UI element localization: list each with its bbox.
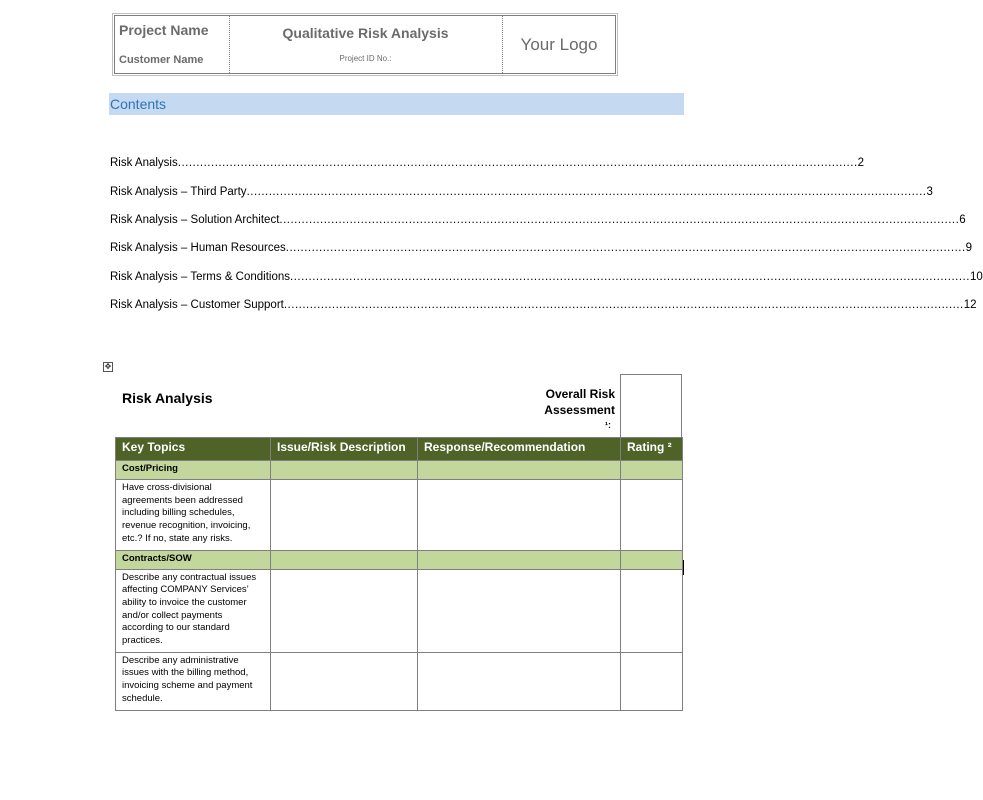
customer-name[interactable]: Customer Name: [119, 54, 204, 66]
response-cell[interactable]: [418, 569, 621, 652]
toc-entry-title: Risk Analysis – Third Party: [110, 186, 247, 198]
section-label[interactable]: Cost/Pricing: [116, 461, 271, 480]
overall-risk-footnote: ¹:: [605, 420, 611, 430]
toc-leader-dots: ........................................................................................................................................................................................: [177, 157, 858, 169]
overall-risk-input[interactable]: [620, 374, 682, 438]
column-header-rating[interactable]: Rating ²: [621, 438, 683, 461]
table-cell[interactable]: [621, 550, 683, 569]
header-right-cell: [503, 16, 615, 73]
table-header-row: [116, 438, 683, 461]
issue-cell[interactable]: [271, 480, 418, 551]
toc-leader-dots: ........................................................................................................................................................................................: [283, 299, 964, 311]
table-cell[interactable]: [418, 461, 621, 480]
toc-entry[interactable]: [110, 153, 865, 169]
toc-entry[interactable]: [110, 238, 973, 254]
logo-placeholder[interactable]: Your Logo: [520, 35, 598, 54]
toc-entry-page: 12: [963, 299, 977, 311]
toc-entry-page: 3: [926, 186, 933, 198]
question-cell[interactable]: Describe any administrative issues with the billing method, invoicing scheme and payment schedule.: [116, 652, 271, 710]
table-cell[interactable]: [271, 461, 418, 480]
project-name[interactable]: Project Name: [119, 22, 209, 38]
question-cell[interactable]: Describe any contractual issues affecting COMPANY Services’ ability to invoice the customer and/or collect payments according to our standard practices.: [116, 569, 271, 652]
toc-leader-dots: ........................................................................................................................................................................................: [279, 214, 960, 226]
risk-analysis-title[interactable]: Risk Analysis: [122, 390, 213, 406]
toc-entry[interactable]: [110, 267, 983, 283]
document-header: [114, 15, 616, 74]
issue-cell[interactable]: [271, 652, 418, 710]
toc-entry-title: Risk Analysis – Solution Architect: [110, 214, 280, 226]
toc-entry-page: 6: [959, 214, 966, 226]
rating-cell[interactable]: [621, 652, 683, 710]
response-cell[interactable]: [418, 480, 621, 551]
toc-entry-page: 9: [965, 242, 973, 254]
overall-risk-label-line1: Overall Risk: [545, 387, 615, 401]
table-cell[interactable]: [271, 550, 418, 569]
toc-leader-dots: ........................................................................................................................................................................................: [246, 186, 927, 198]
question-cell[interactable]: Have cross-divisional agreements been addressed including billing schedules, revenue recognition, invoicing, etc.? If no, state any risks.: [116, 480, 271, 551]
table-row: [116, 652, 683, 710]
toc-entry-page: 10: [969, 271, 983, 283]
rating-cell[interactable]: [621, 569, 683, 652]
response-cell[interactable]: [418, 652, 621, 710]
table-row: [116, 569, 683, 652]
table-row: [116, 480, 683, 551]
table-cell[interactable]: [418, 550, 621, 569]
toc-entry[interactable]: [110, 182, 933, 198]
column-header-response[interactable]: Response/Recommendation: [418, 438, 621, 461]
document-title[interactable]: Qualitative Risk Analysis: [282, 25, 449, 41]
section-label[interactable]: Contracts/SOW: [116, 550, 271, 569]
column-header-key-topics[interactable]: Key Topics: [116, 438, 271, 461]
toc-entry-title: Risk Analysis – Customer Support: [110, 299, 284, 311]
toc-leader-dots: ........................................................................................................................................................................................: [285, 242, 966, 254]
issue-cell[interactable]: [271, 569, 418, 652]
toc-entry-page: 2: [857, 157, 865, 169]
header-left-cell: [115, 16, 230, 73]
table-move-icon[interactable]: ✥: [104, 362, 112, 371]
table-cell[interactable]: [621, 461, 683, 480]
section-row: [116, 461, 683, 480]
toc-entry[interactable]: [110, 210, 966, 226]
overall-risk-label-line2: Assessment: [544, 403, 615, 417]
text-cursor: [683, 560, 684, 575]
overall-risk-label[interactable]: [530, 386, 615, 418]
project-id-label[interactable]: Project ID No.:: [339, 54, 392, 63]
toc-entry-title: Risk Analysis – Terms & Conditions: [110, 271, 291, 283]
risk-analysis-table: [115, 437, 683, 711]
column-header-issue[interactable]: Issue/Risk Description: [271, 438, 418, 461]
toc-entry[interactable]: [110, 295, 977, 311]
toc-leader-dots: ........................................................................................................................................................................................: [290, 271, 970, 283]
header-center-cell: [229, 16, 503, 73]
toc-entry-title: Risk Analysis: [110, 157, 178, 169]
toc-entry-title: Risk Analysis – Human Resources: [110, 242, 286, 254]
rating-cell[interactable]: [621, 480, 683, 551]
section-row: [116, 550, 683, 569]
contents-heading[interactable]: Contents: [109, 93, 684, 115]
